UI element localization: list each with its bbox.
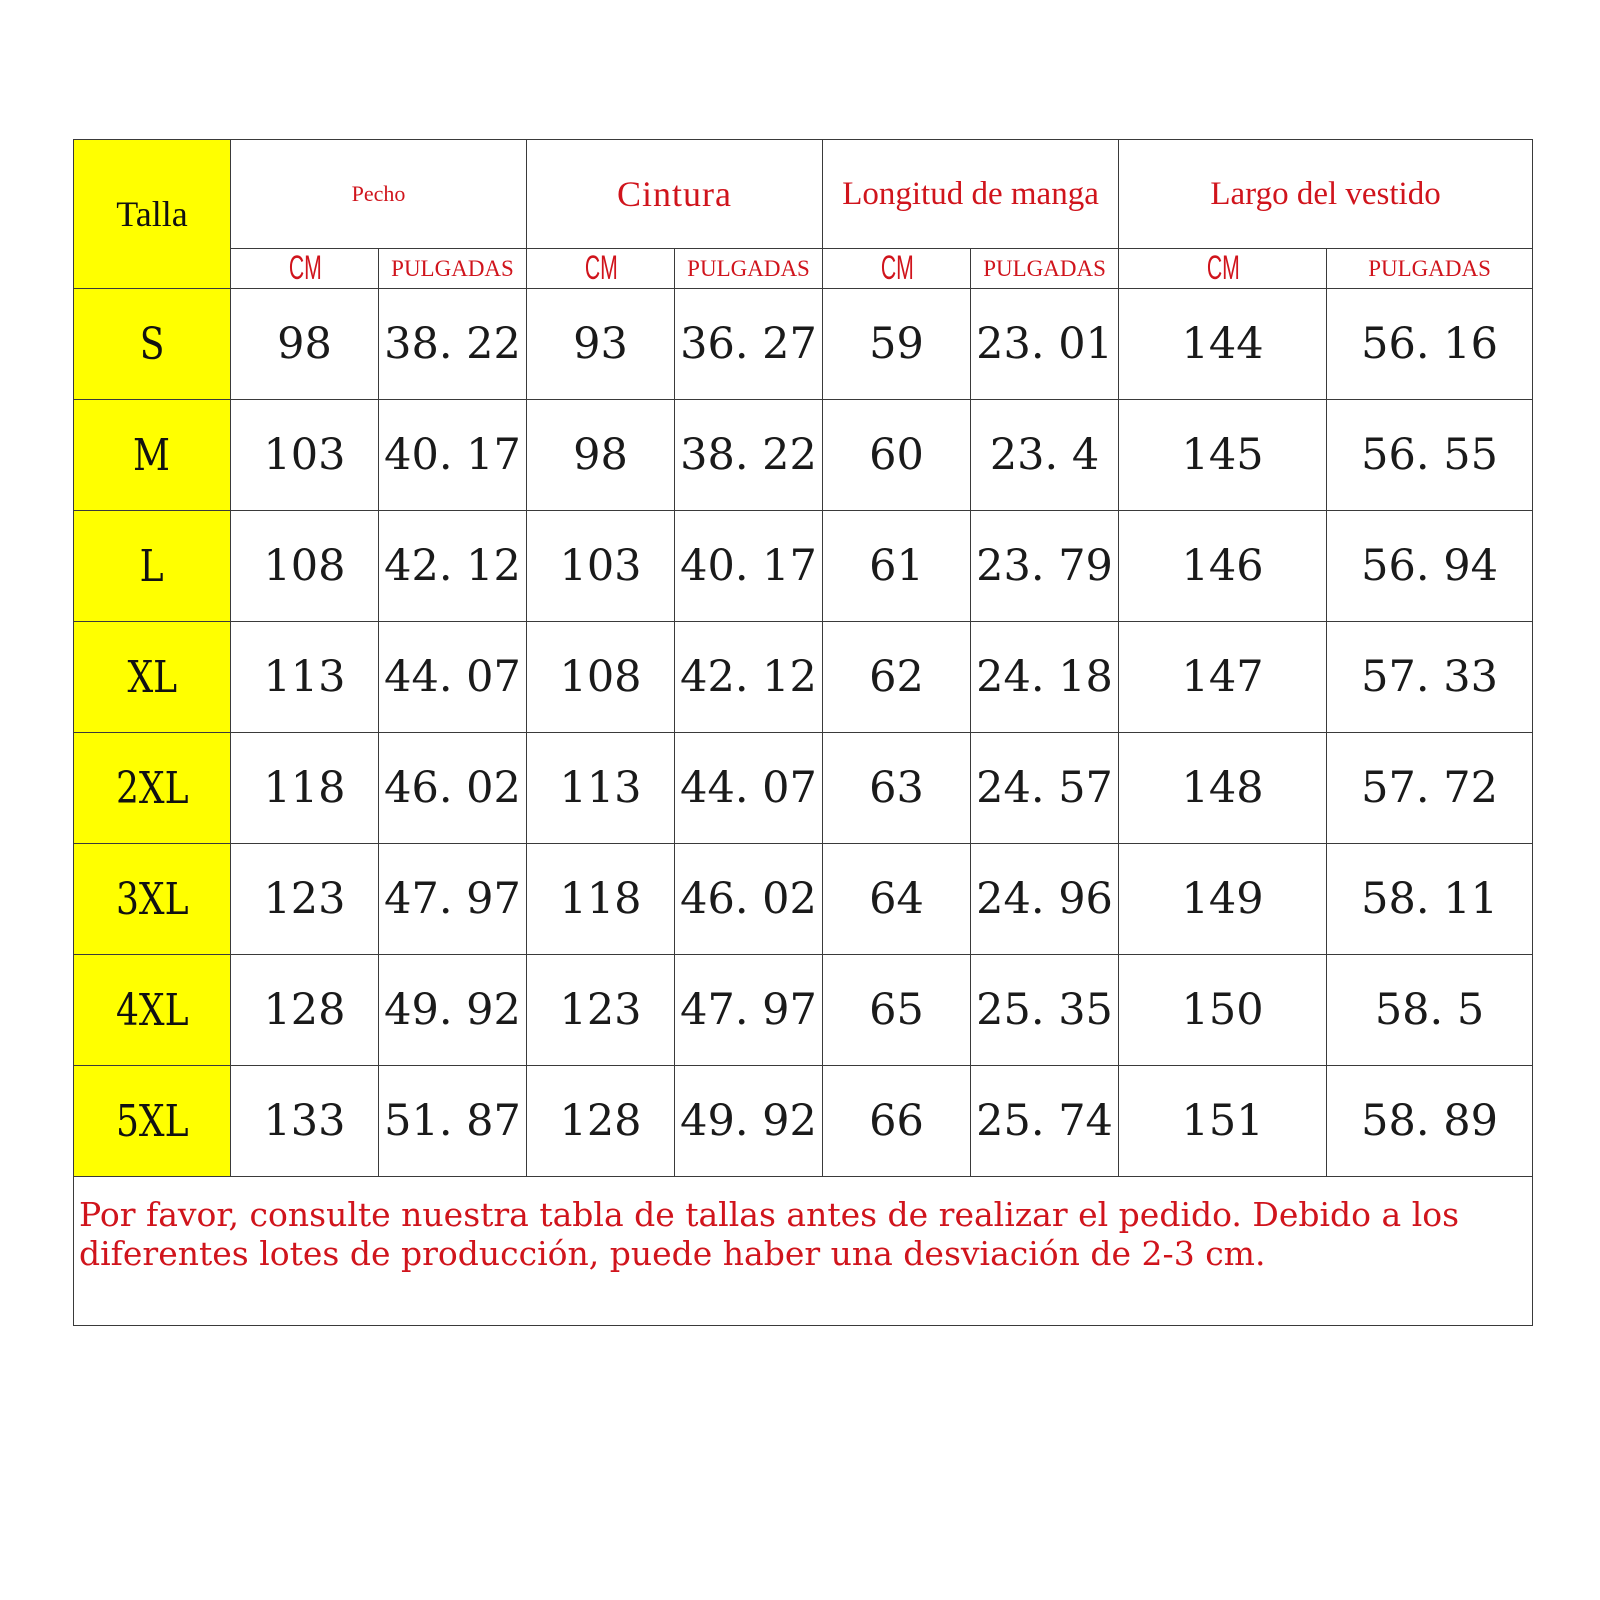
size-label: L <box>74 511 231 622</box>
chest-header: Pecho <box>231 140 527 249</box>
chest-inches-value: 46. 02 <box>379 733 527 844</box>
sleeve-cm-value: 61 <box>823 511 971 622</box>
length-inches-value: 57. 72 <box>1327 733 1533 844</box>
waist-cm-value: 128 <box>527 1066 675 1177</box>
sleeve-length-header: Longitud de manga <box>823 140 1119 249</box>
chest-inches-value: 49. 92 <box>379 955 527 1066</box>
chest-cm-value: 128 <box>231 955 379 1066</box>
size-column-header: Talla <box>74 140 231 289</box>
size-chart-table <box>73 139 1533 1326</box>
length-inches-value: 58. 11 <box>1327 844 1533 955</box>
sleeve-cm-value: 63 <box>823 733 971 844</box>
waist-inches-header: PULGADAS <box>675 249 823 289</box>
table-row <box>74 955 1533 1066</box>
size-label: 4XL <box>74 955 231 1066</box>
chest-inches-value: 38. 22 <box>379 289 527 400</box>
sleeve-inches-header: PULGADAS <box>971 249 1119 289</box>
chest-cm-value: 98 <box>231 289 379 400</box>
chest-cm-value: 133 <box>231 1066 379 1177</box>
note-row <box>74 1177 1533 1326</box>
length-inches-header: PULGADAS <box>1327 249 1533 289</box>
length-cm-value: 151 <box>1119 1066 1327 1177</box>
size-rows <box>74 289 1533 1326</box>
waist-cm-value: 113 <box>527 733 675 844</box>
sleeve-inches-value: 25. 74 <box>971 1066 1119 1177</box>
waist-inches-value: 46. 02 <box>675 844 823 955</box>
table-row <box>74 1066 1533 1177</box>
chest-cm-value: 118 <box>231 733 379 844</box>
sleeve-inches-value: 24. 18 <box>971 622 1119 733</box>
sleeve-cm-value: 62 <box>823 622 971 733</box>
length-inches-value: 58. 5 <box>1327 955 1533 1066</box>
length-cm-value: 144 <box>1119 289 1327 400</box>
waist-cm-value: 118 <box>527 844 675 955</box>
sleeve-cm-value: 65 <box>823 955 971 1066</box>
waist-cm-header: CM <box>541 249 659 289</box>
size-label: 5XL <box>74 1066 231 1177</box>
chest-inches-value: 42. 12 <box>379 511 527 622</box>
chest-inches-header: PULGADAS <box>379 249 527 289</box>
sleeve-cm-value: 59 <box>823 289 971 400</box>
length-cm-value: 150 <box>1119 955 1327 1066</box>
sleeve-inches-value: 23. 01 <box>971 289 1119 400</box>
waist-cm-value: 108 <box>527 622 675 733</box>
sleeve-inches-value: 23. 79 <box>971 511 1119 622</box>
chest-cm-value: 108 <box>231 511 379 622</box>
waist-cm-value: 98 <box>527 400 675 511</box>
waist-cm-value: 93 <box>527 289 675 400</box>
length-cm-header: CM <box>1139 249 1305 289</box>
length-cm-value: 147 <box>1119 622 1327 733</box>
length-inches-value: 56. 55 <box>1327 400 1533 511</box>
chest-cm-header: CM <box>245 249 363 289</box>
size-chart-note: Por favor, consulte nuestra tabla de tallas antes de realizar el pedido. Debido a los diferentes lotes de producción, puede haber una desviación de 2-3 cm. <box>74 1177 1533 1326</box>
sleeve-cm-value: 64 <box>823 844 971 955</box>
sleeve-cm-header: CM <box>837 249 955 289</box>
table-row <box>74 289 1533 400</box>
length-inches-value: 57. 33 <box>1327 622 1533 733</box>
table-row <box>74 622 1533 733</box>
size-label: S <box>74 289 231 400</box>
length-cm-value: 149 <box>1119 844 1327 955</box>
table-row <box>74 400 1533 511</box>
waist-header: Cintura <box>527 140 823 249</box>
waist-inches-value: 47. 97 <box>675 955 823 1066</box>
chest-cm-value: 123 <box>231 844 379 955</box>
length-cm-value: 145 <box>1119 400 1327 511</box>
waist-cm-value: 123 <box>527 955 675 1066</box>
chest-inches-value: 44. 07 <box>379 622 527 733</box>
waist-inches-value: 42. 12 <box>675 622 823 733</box>
waist-inches-value: 49. 92 <box>675 1066 823 1177</box>
length-inches-value: 58. 89 <box>1327 1066 1533 1177</box>
chest-cm-value: 103 <box>231 400 379 511</box>
length-cm-value: 146 <box>1119 511 1327 622</box>
chest-inches-value: 40. 17 <box>379 400 527 511</box>
size-label: M <box>74 400 231 511</box>
sleeve-inches-value: 24. 96 <box>971 844 1119 955</box>
sleeve-cm-value: 60 <box>823 400 971 511</box>
sleeve-inches-value: 25. 35 <box>971 955 1119 1066</box>
chest-inches-value: 47. 97 <box>379 844 527 955</box>
length-cm-value: 148 <box>1119 733 1327 844</box>
table-row <box>74 733 1533 844</box>
waist-inches-value: 44. 07 <box>675 733 823 844</box>
length-inches-value: 56. 94 <box>1327 511 1533 622</box>
size-label: XL <box>74 622 231 733</box>
waist-inches-value: 40. 17 <box>675 511 823 622</box>
chest-inches-value: 51. 87 <box>379 1066 527 1177</box>
length-inches-value: 56. 16 <box>1327 289 1533 400</box>
waist-inches-value: 38. 22 <box>675 400 823 511</box>
dress-length-header: Largo del vestido <box>1119 140 1533 249</box>
size-label: 2XL <box>74 733 231 844</box>
size-label: 3XL <box>74 844 231 955</box>
sleeve-cm-value: 66 <box>823 1066 971 1177</box>
group-header-row <box>74 140 1533 249</box>
sleeve-inches-value: 23. 4 <box>971 400 1119 511</box>
waist-inches-value: 36. 27 <box>675 289 823 400</box>
table-row <box>74 511 1533 622</box>
table-row <box>74 844 1533 955</box>
sleeve-inches-value: 24. 57 <box>971 733 1119 844</box>
waist-cm-value: 103 <box>527 511 675 622</box>
chest-cm-value: 113 <box>231 622 379 733</box>
unit-header-row <box>74 249 1533 289</box>
